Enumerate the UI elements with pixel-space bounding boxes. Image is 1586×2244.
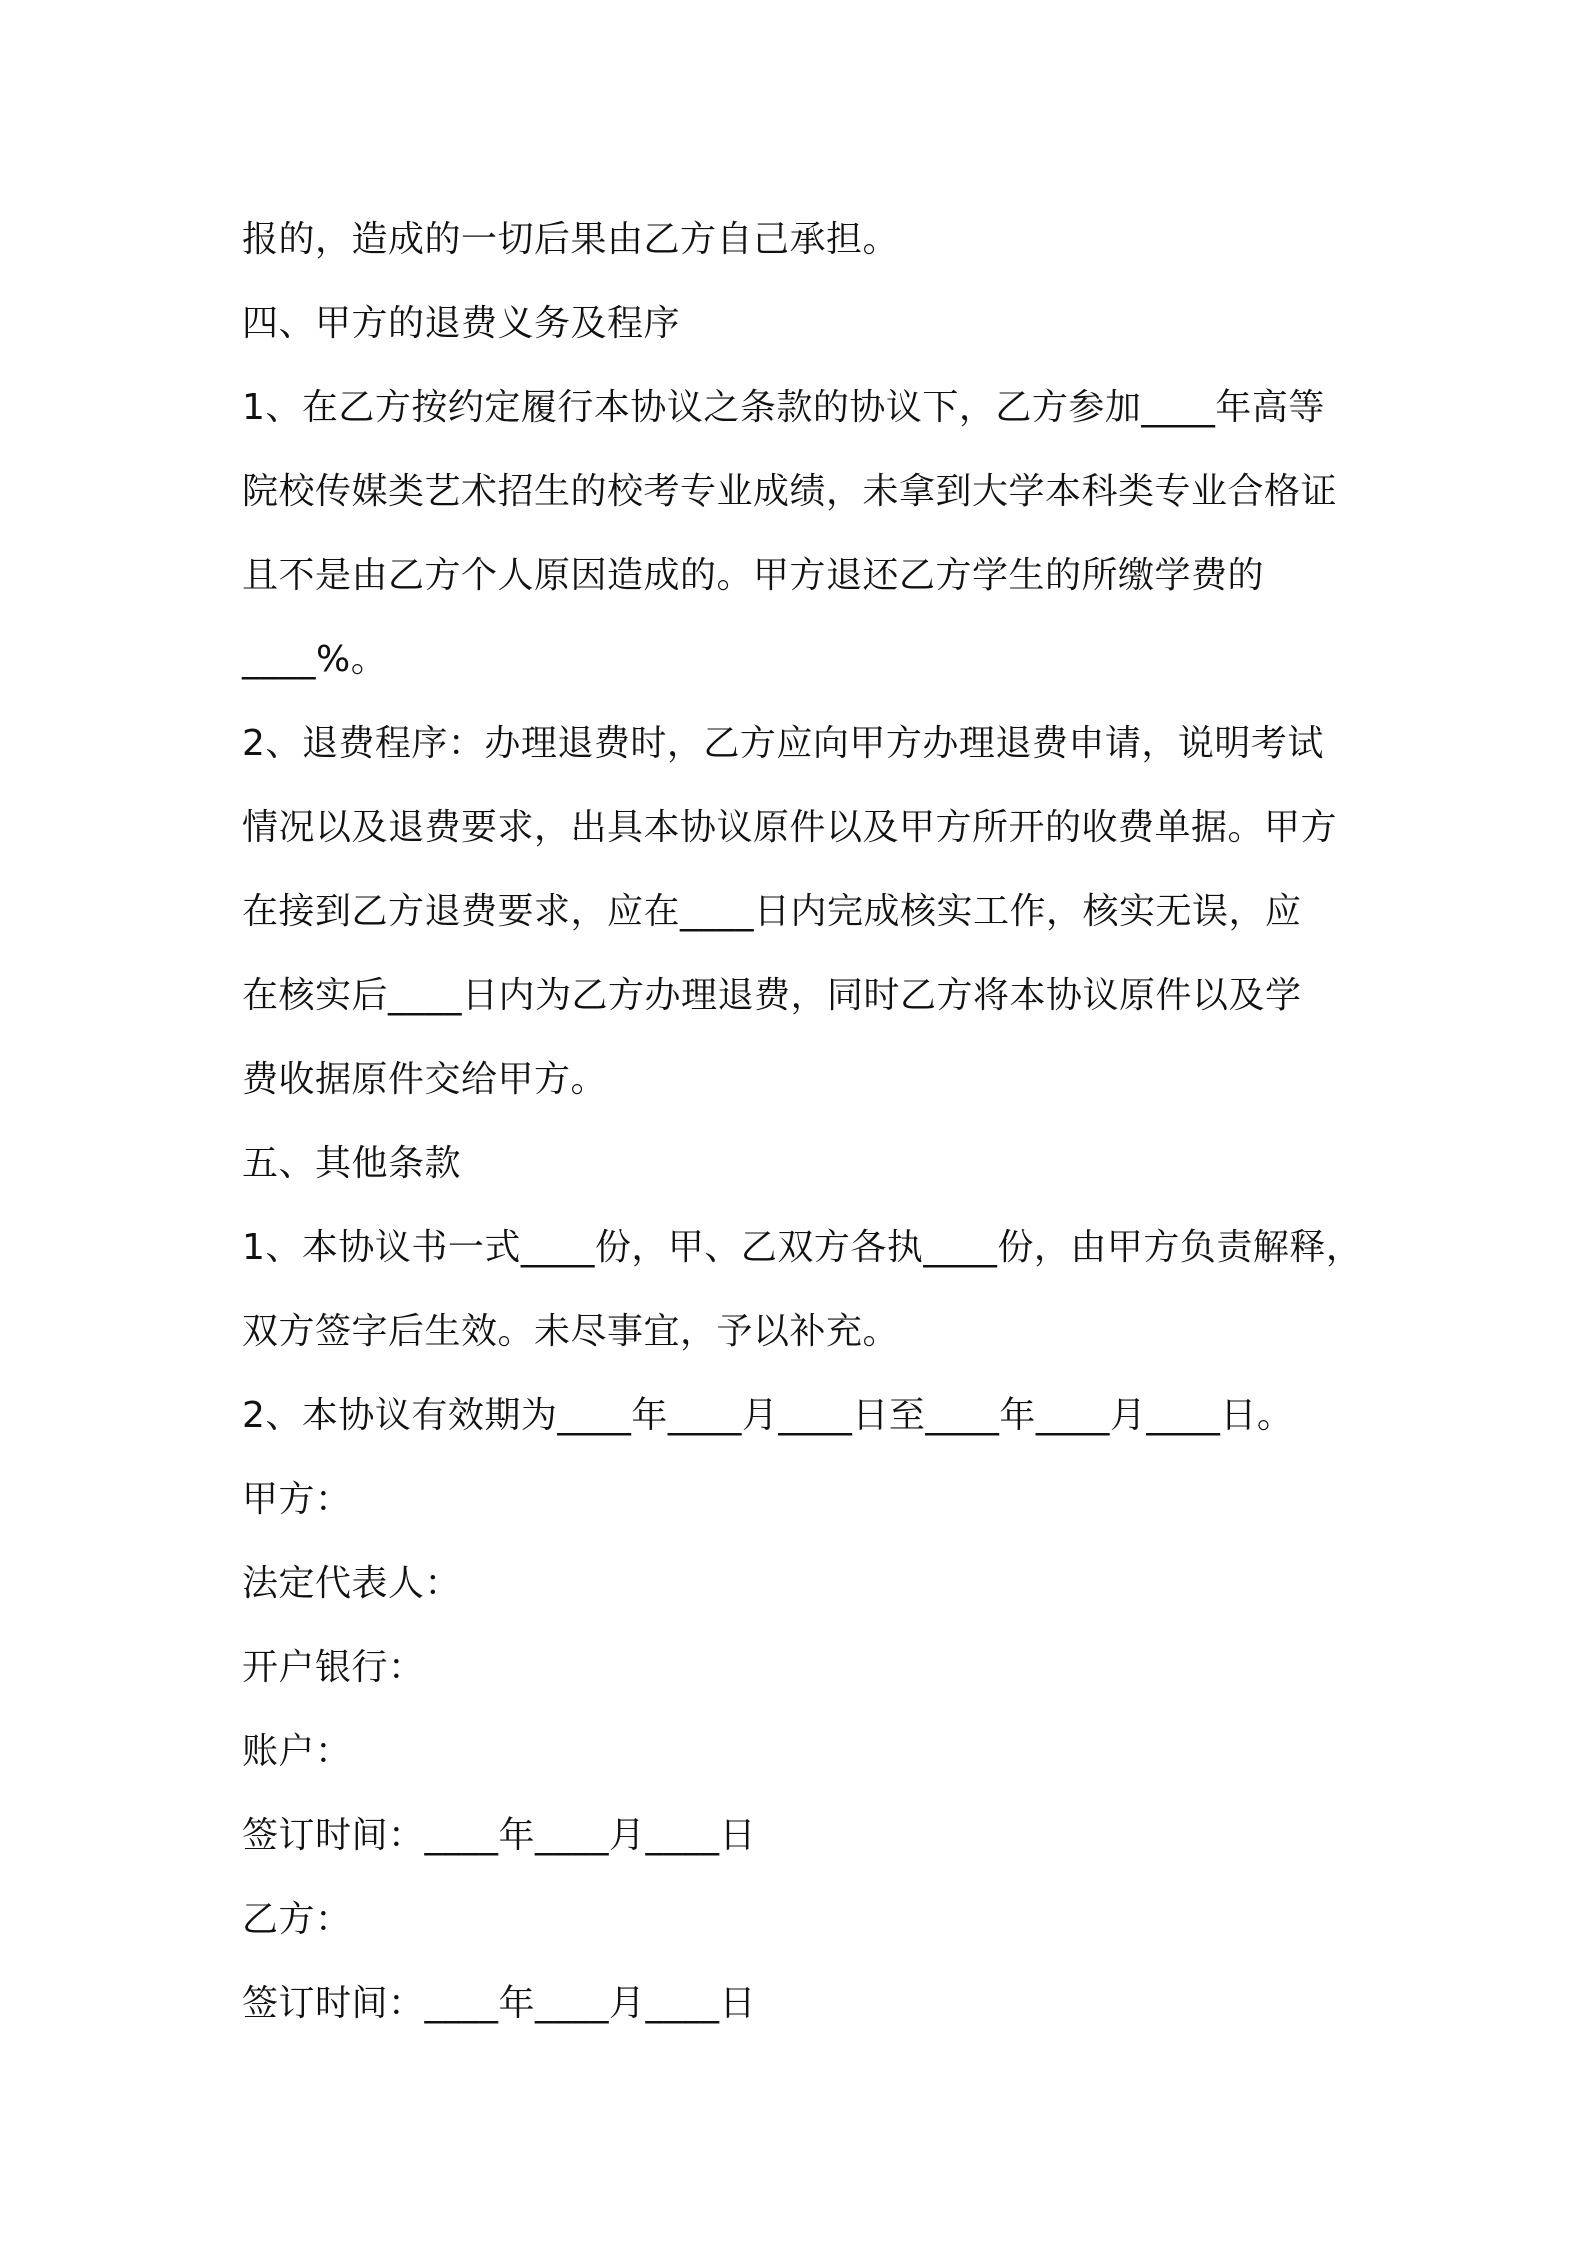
- signature-date-field: 签订时间：____年____月____日: [242, 1815, 757, 1856]
- section-heading: 四、甲方的退费义务及程序: [242, 303, 681, 344]
- text-line: 在接到乙方退费要求，应在____日内完成核实工作，核实无误，应: [242, 891, 1302, 932]
- signature-field: 账户：: [242, 1731, 352, 1772]
- signature-field: 开户银行：: [242, 1647, 425, 1688]
- text-line: 情况以及退费要求，出具本协议原件以及甲方所开的收费单据。甲方: [242, 807, 1338, 848]
- text-line: 院校传媒类艺术招生的校考专业成绩，未拿到大学本科类专业合格证: [242, 471, 1338, 512]
- text-line: 1、在乙方按约定履行本协议之条款的协议下，乙方参加____年高等: [242, 387, 1325, 428]
- signature-field: 甲方：: [242, 1479, 352, 1520]
- section-heading: 五、其他条款: [242, 1143, 462, 1184]
- text-line: 费收据原件交给甲方。: [242, 1059, 608, 1100]
- text-line: 在核实后____日内为乙方办理退费，同时乙方将本协议原件以及学: [242, 975, 1302, 1016]
- signature-field: 法定代表人：: [242, 1563, 462, 1604]
- document-body: [242, 198, 1362, 2046]
- text-line: 2、退费程序：办理退费时，乙方应向甲方办理退费申请，说明考试: [242, 723, 1324, 764]
- text-line: 1、本协议书一式____份，甲、乙双方各执____份，由甲方负责解释，: [242, 1227, 1363, 1268]
- text-line: 且不是由乙方个人原因造成的。甲方退还乙方学生的所缴学费的: [242, 555, 1265, 596]
- text-line: 报的，造成的一切后果由乙方自己承担。: [242, 219, 900, 260]
- text-line: ____%。: [242, 639, 388, 680]
- text-line: 双方签字后生效。未尽事宜，予以补充。: [242, 1311, 900, 1352]
- text-line: 2、本协议有效期为____年____月____日至____年____月____日。: [242, 1395, 1294, 1436]
- signature-date-field: 签订时间：____年____月____日: [242, 1983, 757, 2024]
- signature-field: 乙方：: [242, 1899, 352, 1940]
